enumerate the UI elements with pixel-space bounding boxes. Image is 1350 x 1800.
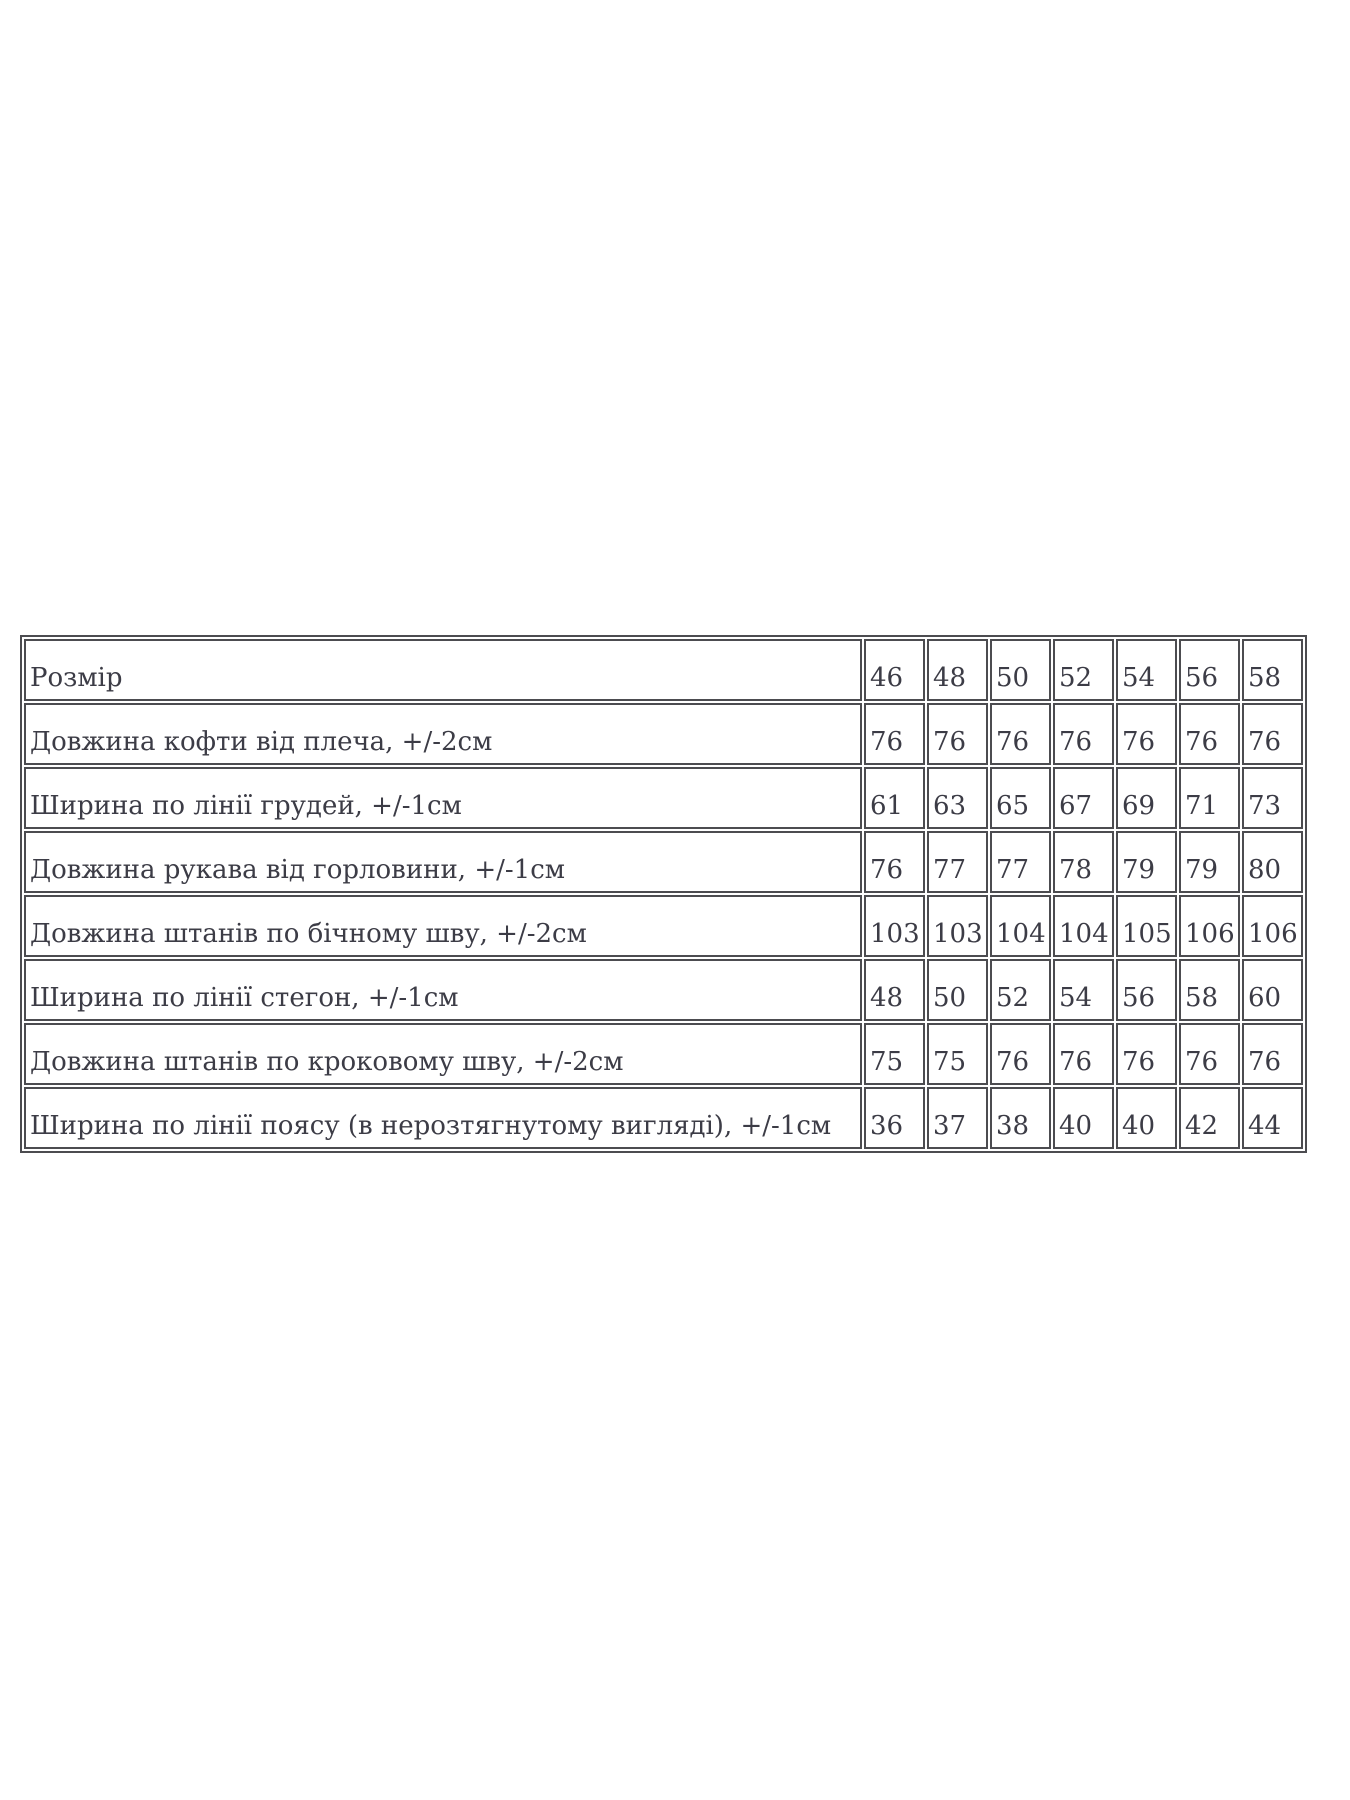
measurement-value-cell: 58: [1179, 959, 1240, 1021]
measurement-value-cell: 76: [1242, 703, 1303, 765]
row-label: Довжина рукава від горловини, +/-1см: [24, 831, 862, 893]
measurement-value-cell: 106: [1179, 895, 1240, 957]
measurement-value-cell: 79: [1179, 831, 1240, 893]
measurement-value-cell: 40: [1116, 1087, 1177, 1149]
measurement-value-cell: 75: [864, 1023, 925, 1085]
measurement-value-cell: 42: [1179, 1087, 1240, 1149]
size-header-cell: 48: [927, 639, 988, 701]
measurement-value-cell: 76: [1179, 703, 1240, 765]
row-label: Розмір: [24, 639, 862, 701]
measurement-value-cell: 80: [1242, 831, 1303, 893]
measurement-value-cell: 76: [990, 703, 1051, 765]
table-row: [24, 1023, 1303, 1085]
measurement-value-cell: 77: [927, 831, 988, 893]
measurement-value-cell: 76: [864, 831, 925, 893]
measurement-value-cell: 105: [1116, 895, 1177, 957]
measurement-value-cell: 104: [1053, 895, 1114, 957]
measurement-value-cell: 76: [1179, 1023, 1240, 1085]
size-header-cell: 56: [1179, 639, 1240, 701]
measurement-value-cell: 76: [864, 703, 925, 765]
size-header-cell: 58: [1242, 639, 1303, 701]
size-header-cell: 46: [864, 639, 925, 701]
row-label: Довжина штанів по кроковому шву, +/-2см: [24, 1023, 862, 1085]
header-row: [24, 639, 1303, 701]
measurement-value-cell: 44: [1242, 1087, 1303, 1149]
measurement-value-cell: 36: [864, 1087, 925, 1149]
row-label: Ширина по лінії стегон, +/-1см: [24, 959, 862, 1021]
row-label: Ширина по лінії грудей, +/-1см: [24, 767, 862, 829]
table-row: [24, 959, 1303, 1021]
measurement-value-cell: 40: [1053, 1087, 1114, 1149]
measurement-value-cell: 50: [927, 959, 988, 1021]
measurement-value-cell: 69: [1116, 767, 1177, 829]
measurement-value-cell: 76: [990, 1023, 1051, 1085]
measurement-value-cell: 103: [927, 895, 988, 957]
measurement-value-cell: 76: [927, 703, 988, 765]
size-header-cell: 50: [990, 639, 1051, 701]
table-row: [24, 831, 1303, 893]
measurement-value-cell: 61: [864, 767, 925, 829]
measurement-value-cell: 76: [1242, 1023, 1303, 1085]
measurement-value-cell: 75: [927, 1023, 988, 1085]
measurement-value-cell: 76: [1116, 1023, 1177, 1085]
table-row: [24, 895, 1303, 957]
measurement-value-cell: 73: [1242, 767, 1303, 829]
table-row: [24, 1087, 1303, 1149]
measurement-value-cell: 78: [1053, 831, 1114, 893]
row-label: Ширина по лінії поясу (в нерозтягнутому вигляді), +/-1см: [24, 1087, 862, 1149]
measurement-value-cell: 60: [1242, 959, 1303, 1021]
table-row: [24, 703, 1303, 765]
size-header-cell: 52: [1053, 639, 1114, 701]
measurement-value-cell: 67: [1053, 767, 1114, 829]
measurement-value-cell: 106: [1242, 895, 1303, 957]
measurement-value-cell: 38: [990, 1087, 1051, 1149]
measurement-value-cell: 54: [1053, 959, 1114, 1021]
row-label: Довжина штанів по бічному шву, +/-2см: [24, 895, 862, 957]
measurement-value-cell: 37: [927, 1087, 988, 1149]
measurement-value-cell: 63: [927, 767, 988, 829]
size-chart-table-body: [24, 639, 1303, 1149]
measurement-value-cell: 77: [990, 831, 1051, 893]
size-chart-table: [20, 635, 1307, 1153]
table-row: [24, 767, 1303, 829]
measurement-value-cell: 79: [1116, 831, 1177, 893]
row-label: Довжина кофти від плеча, +/-2см: [24, 703, 862, 765]
measurement-value-cell: 76: [1053, 703, 1114, 765]
measurement-value-cell: 76: [1053, 1023, 1114, 1085]
measurement-value-cell: 103: [864, 895, 925, 957]
size-header-cell: 54: [1116, 639, 1177, 701]
measurement-value-cell: 71: [1179, 767, 1240, 829]
measurement-value-cell: 65: [990, 767, 1051, 829]
measurement-value-cell: 48: [864, 959, 925, 1021]
measurement-value-cell: 76: [1116, 703, 1177, 765]
measurement-value-cell: 56: [1116, 959, 1177, 1021]
measurement-value-cell: 52: [990, 959, 1051, 1021]
measurement-value-cell: 104: [990, 895, 1051, 957]
